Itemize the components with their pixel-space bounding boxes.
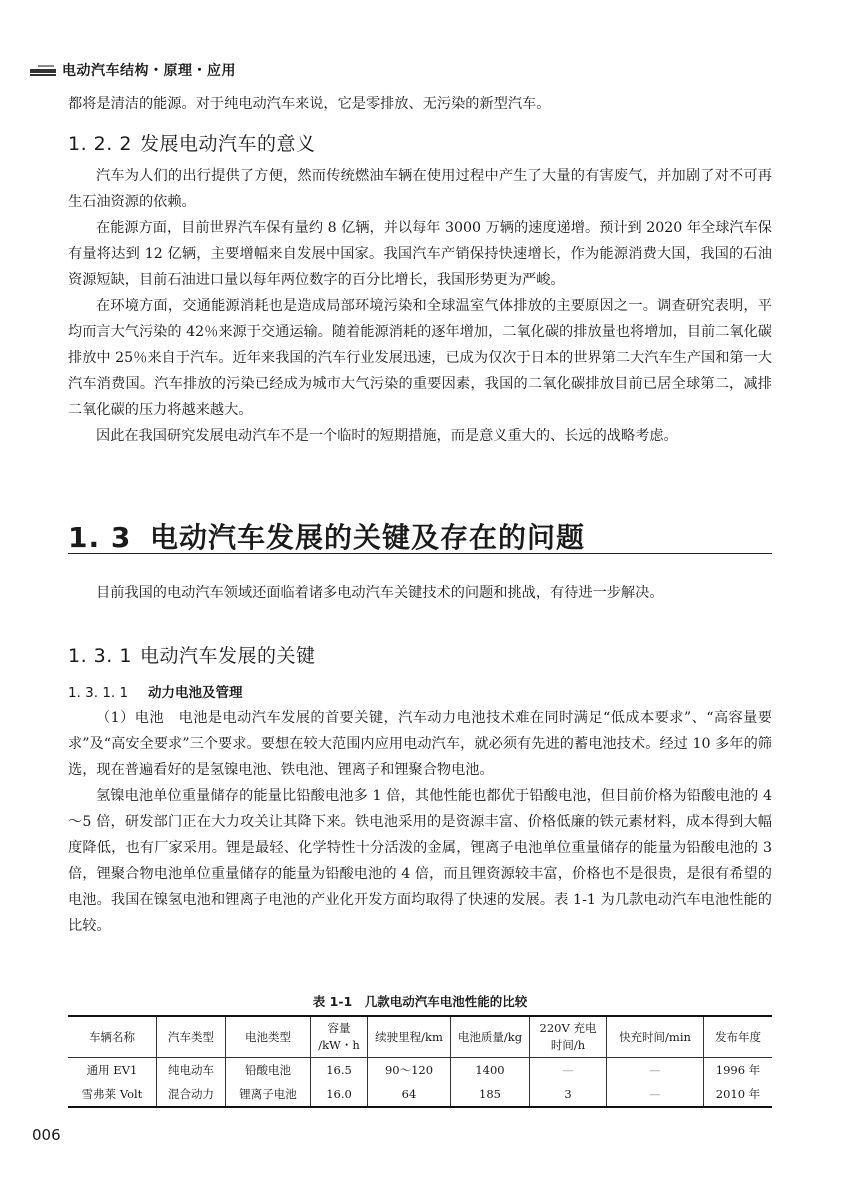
column-header: 220V 充电 时间/h	[530, 1016, 607, 1058]
chapter-intro	[68, 580, 772, 606]
section-heading-1-3-1	[68, 643, 772, 669]
table-cell: 锂离子电池	[226, 1082, 311, 1107]
column-header: 车辆名称	[68, 1016, 157, 1058]
section-number: 1. 3. 1	[68, 645, 132, 667]
table-cell: 1400	[451, 1058, 530, 1083]
paragraph: （1）电池 电池是电动汽车发展的首要关键，汽车动力电池技术难在同时满足“低成本要求”、“高容量要求”及“高安全要求”三个要求。要想在较大范围内应用电动汽车，就必须有先进的蓄电池技术。经过 10 多年的筛选，现在普遍看好的是氢镍电池、铁电池、锂离子和锂聚合物电池。	[68, 710, 772, 778]
table-cell: 185	[451, 1082, 530, 1107]
section-number: 1. 2. 2	[68, 133, 132, 155]
section-heading-1-2-2	[68, 131, 772, 157]
section-title: 发展电动汽车的意义	[140, 133, 316, 155]
table-cell: 64	[368, 1082, 451, 1107]
table-cell: —	[607, 1058, 704, 1083]
paragraph: 氢镍电池单位重量储存的能量比铅酸电池多 1 倍，其他性能也都优于铅酸电池，但目前价格为铅酸电池的 4～5 倍，研发部门正在大力攻关让其降下来。铁电池采用的是资源丰富、价格低廉的铁元素材料，成本得到大幅度降低，也有厂家采用。锂是最轻、化学特性十分活泼的金属，锂离子电池单位重量储存的能量为铅酸电池的 3 倍，锂聚合物电池单位重量储存的能量为铅酸电池的 4 倍，而且锂资源较丰富，价格也不是很贵，是很有希望的电池。我国在镍氢电池和锂离子电池的产业化开发方面均取得了快速的发展。表 1-1 为几款电动汽车电池性能的比较。	[68, 788, 772, 934]
column-header: 发布年度	[704, 1016, 773, 1058]
table-cell: —	[530, 1058, 607, 1083]
chapter-heading-1-3	[68, 518, 772, 558]
table-cell: 16.0	[311, 1082, 368, 1107]
column-header: 容量 /kW・h	[311, 1016, 368, 1058]
column-header: 电池类型	[226, 1016, 311, 1058]
chapter-title: 电动汽车发展的关键及存在的问题	[150, 521, 586, 554]
subsection-heading-1-3-1-1	[68, 682, 772, 704]
column-header: 快充时间/min	[607, 1016, 704, 1058]
chapter-rule	[68, 553, 772, 554]
table-cell: 通用 EV1	[68, 1058, 157, 1083]
header-emblem-icon	[30, 62, 56, 78]
paragraph: 因此在我国研究发展电动汽车不是一个临时的短期措施，而是意义重大的、长远的战略考虑。	[96, 428, 678, 444]
table-cell: —	[607, 1082, 704, 1107]
table-cell: 90～120	[368, 1058, 451, 1083]
paragraph: 在能源方面，目前世界汽车保有量约 8 亿辆，并以每年 3000 万辆的速度递增。预计到 2020 年全球汽车保有量将达到 12 亿辆，主要增幅来自发展中国家。我国汽车产销保持快速增长，作为能源消费大国，我国的石油资源短缺，目前石油进口量以每年两位数字的百分比增长，我国形势更为严峻。	[68, 220, 772, 288]
table-cell: 雪弗莱 Volt	[68, 1082, 157, 1107]
table-cell: 纯电动车	[157, 1058, 226, 1083]
page-number: 006	[32, 1126, 61, 1144]
table-caption: 表 1-1 几款电动汽车电池性能的比较	[312, 994, 528, 1009]
paragraph: 在环境方面，交通能源消耗也是造成局部环境污染和全球温室气体排放的主要原因之一。调查研究表明，平均而言大气污染的 42％来源于交通运输。随着能源消耗的逐年增加，二氧化碳的排放量也将增加，目前二氧化碳排放中 25％来自于汽车。近年来我国的汽车行业发展迅速，已成为仅次于日本的世界第二大汽车生产国和第一大汽车消费国。汽车排放的污染已经成为城市大气污染的重要因素，我国的二氧化碳排放目前已居全球第二，减排二氧化碳的压力将越来越大。	[68, 298, 772, 418]
table-row	[68, 1058, 772, 1083]
section-title: 电动汽车发展的关键	[140, 645, 316, 667]
section-body-1-2-2	[68, 163, 772, 449]
table-cell: 铅酸电池	[226, 1058, 311, 1083]
table-cell: 3	[530, 1082, 607, 1107]
table-cell: 混合动力	[157, 1082, 226, 1107]
paragraph: 汽车为人们的出行提供了方便，然而传统燃油车辆在使用过程中产生了大量的有害废气，并加剧了对不可再生石油资源的依赖。	[68, 168, 772, 210]
subsection-number: 1. 3. 1. 1	[68, 685, 129, 701]
subsection-body-1-3-1-1	[68, 705, 772, 939]
table-cell: 16.5	[311, 1058, 368, 1083]
chapter-number: 1. 3	[68, 521, 132, 554]
column-header: 汽车类型	[157, 1016, 226, 1058]
column-header: 电池质量/kg	[451, 1016, 530, 1058]
table-header-row	[68, 1016, 772, 1058]
running-header-title: 电动汽车结构・原理・应用	[62, 63, 236, 79]
table-cell: 2010 年	[704, 1082, 773, 1107]
paragraph: 都将是清洁的能源。对于纯电动汽车来说，它是零排放、无污染的新型汽车。	[68, 96, 551, 112]
paragraph: 目前我国的电动汽车领域还面临着诸多电动汽车关键技术的问题和挑战，有待进一步解决。	[96, 585, 664, 601]
battery-comparison-table	[68, 1015, 772, 1108]
intro-continuation	[68, 91, 772, 117]
table-cell: 1996 年	[704, 1058, 773, 1083]
table-row	[68, 1082, 772, 1107]
running-header	[30, 60, 236, 80]
subsection-title: 动力电池及管理	[148, 685, 243, 701]
column-header: 续驶里程/km	[368, 1016, 451, 1058]
